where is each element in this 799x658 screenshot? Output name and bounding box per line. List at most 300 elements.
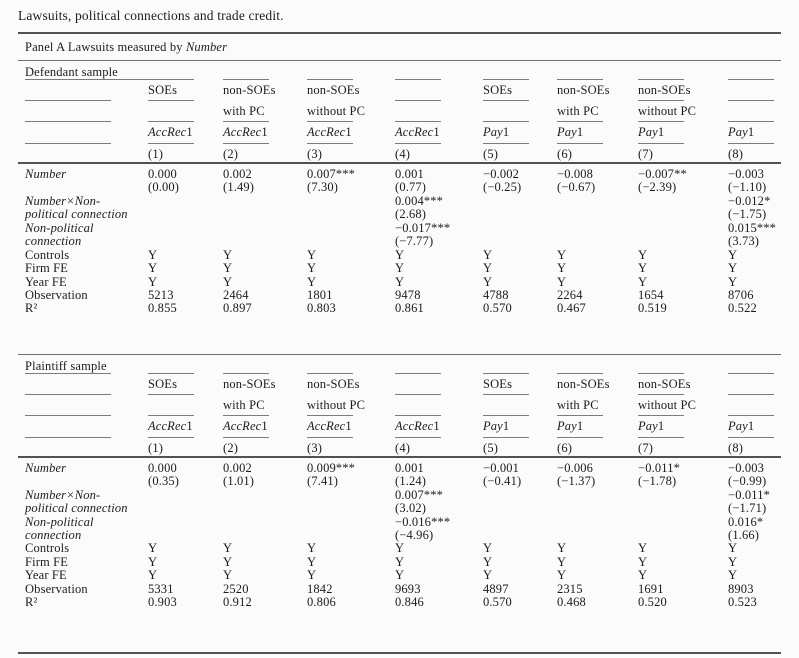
cell: 0.846 xyxy=(395,595,424,610)
cell xyxy=(557,502,638,515)
rule xyxy=(307,415,353,416)
col-group-label: non-SOEs xyxy=(638,83,691,97)
dep-var-label xyxy=(483,419,509,433)
cell: 8903 xyxy=(728,581,754,596)
cell xyxy=(557,235,638,248)
dep-var-num: 1 xyxy=(657,125,665,139)
rule xyxy=(18,652,781,654)
row-label: Non-political xyxy=(25,220,94,235)
rule xyxy=(638,100,684,101)
row-label: Firm FE xyxy=(25,554,69,569)
col-group-label: SOEs xyxy=(483,376,513,391)
cell xyxy=(148,516,223,529)
cell: (−0.25) xyxy=(483,180,522,195)
cell xyxy=(483,235,557,248)
cell xyxy=(148,235,223,248)
dep-var-num: 1 xyxy=(433,125,440,139)
dep-var-num: 1 xyxy=(502,418,510,433)
cell: Y xyxy=(395,274,405,289)
rule xyxy=(25,415,111,416)
cell: Y xyxy=(638,261,648,276)
cell: 0.570 xyxy=(483,595,512,610)
cell: 2464 xyxy=(223,287,249,302)
cell: Y xyxy=(395,541,405,556)
col-group-label: without PC xyxy=(638,397,697,412)
col-number: (8) xyxy=(728,147,744,161)
cell: Y xyxy=(223,247,233,262)
rule xyxy=(728,394,774,395)
col-number: (3) xyxy=(307,147,323,161)
cell: Y xyxy=(148,541,158,556)
dep-var-label xyxy=(728,419,754,433)
dep-var-num: 1 xyxy=(747,418,755,433)
dep-var-num: 1 xyxy=(576,418,584,433)
col-number: (1) xyxy=(148,440,164,455)
rule xyxy=(25,143,111,144)
cell: −0.011* xyxy=(638,460,681,475)
cell: (7.30) xyxy=(307,180,339,195)
rule xyxy=(148,437,194,438)
cell xyxy=(223,502,307,515)
cell: (−4.96) xyxy=(395,528,434,542)
col-number: (3) xyxy=(307,440,323,455)
dep-var-label xyxy=(483,125,509,139)
cell: 0.007*** xyxy=(395,487,444,502)
cell: −0.012* xyxy=(728,193,771,208)
cell: 0.009*** xyxy=(307,460,356,475)
rule xyxy=(18,162,781,164)
col-number: (4) xyxy=(395,440,411,455)
col-group-label: without PC xyxy=(307,104,366,118)
rule xyxy=(18,354,781,355)
cell: Y xyxy=(148,247,158,262)
rule xyxy=(483,100,529,101)
dep-var-italic: AccRec xyxy=(223,125,262,139)
cell: Y xyxy=(728,554,738,569)
cell xyxy=(483,195,557,208)
cell: 8706 xyxy=(728,287,754,302)
cell xyxy=(638,529,728,542)
rule xyxy=(307,437,353,438)
col-group-label: with PC xyxy=(223,104,265,118)
sample-label: Defendant sample xyxy=(25,65,118,79)
cell: Y xyxy=(483,247,493,262)
cell: 0.001 xyxy=(395,460,424,475)
cell: 0.806 xyxy=(307,595,336,610)
cell: 9693 xyxy=(395,581,421,596)
panel-a-banner xyxy=(18,34,781,60)
cell: (3.02) xyxy=(395,501,427,516)
cell: 4897 xyxy=(483,581,509,596)
dep-var-label xyxy=(557,419,583,433)
panel-a-banner-text: Panel A Lawsuits measured by xyxy=(25,40,186,54)
row-label xyxy=(25,475,148,488)
cell: −0.006 xyxy=(557,460,594,475)
cell xyxy=(557,516,638,529)
row-label: Number xyxy=(25,167,67,181)
dep-var-num: 1 xyxy=(502,125,510,139)
row-label: Year FE xyxy=(25,274,67,289)
cell xyxy=(148,195,223,208)
cell: Y xyxy=(148,568,158,583)
defendant-header xyxy=(18,65,781,164)
row-label: Non-political xyxy=(25,514,94,529)
col-group-label: non-SOEs xyxy=(557,376,610,391)
cell xyxy=(557,222,638,235)
cell: (−1.75) xyxy=(728,207,767,222)
rule xyxy=(25,121,111,122)
dep-var-label xyxy=(557,125,583,139)
rule xyxy=(557,79,603,80)
cell xyxy=(148,529,223,542)
cell: 0.001 xyxy=(395,167,424,181)
cell: Y xyxy=(557,554,567,569)
cell xyxy=(223,529,307,542)
cell: Y xyxy=(483,274,493,289)
cell: (3.73) xyxy=(728,234,760,249)
cell: (−1.71) xyxy=(728,501,767,516)
dep-var-italic: AccRec xyxy=(148,125,187,139)
col-number: (6) xyxy=(557,440,573,455)
cell xyxy=(307,208,395,221)
cell: Y xyxy=(395,568,405,583)
cell: Y xyxy=(728,247,738,262)
cell: 0.002 xyxy=(223,460,252,475)
cell: Y xyxy=(557,247,567,262)
cell: 0.002 xyxy=(223,167,252,181)
dep-var-label xyxy=(223,125,268,139)
cell: −0.003 xyxy=(728,167,765,181)
dep-var-num: 1 xyxy=(186,125,193,139)
rule xyxy=(307,79,353,80)
cell xyxy=(148,208,223,221)
cell: 0.016* xyxy=(728,514,764,529)
rule xyxy=(395,143,441,144)
cell xyxy=(483,208,557,221)
cell: 0.000 xyxy=(148,167,177,181)
col-group-label: non-SOEs xyxy=(638,376,691,391)
cell: Y xyxy=(557,274,567,289)
cell: Y xyxy=(483,261,493,276)
dep-var-num: 1 xyxy=(657,418,665,433)
dep-var-italic: Pay xyxy=(728,125,748,139)
cell: (−1.10) xyxy=(728,180,767,195)
dep-var-italic: AccRec xyxy=(223,418,262,433)
cell: Y xyxy=(307,554,317,569)
cell: 0.004*** xyxy=(395,193,444,208)
rule xyxy=(148,415,194,416)
dep-var-italic: AccRec xyxy=(307,125,346,139)
cell xyxy=(307,222,395,235)
col-group-label: without PC xyxy=(307,397,366,412)
col-group-label: with PC xyxy=(557,397,599,412)
cell: (−0.99) xyxy=(728,474,767,489)
cell xyxy=(483,529,557,542)
cell: (1.66) xyxy=(728,528,760,542)
col-number: (6) xyxy=(557,147,573,161)
col-group-label: non-SOEs xyxy=(307,376,360,391)
cell: 9478 xyxy=(395,287,421,302)
dep-var-label xyxy=(728,125,754,139)
cell: (7.41) xyxy=(307,474,339,489)
cell: 4788 xyxy=(483,287,509,302)
rule xyxy=(638,394,684,395)
row-label: connection xyxy=(25,528,82,542)
rule xyxy=(223,437,269,438)
row-label: R² xyxy=(25,595,38,610)
plaintiff-header xyxy=(18,359,781,458)
rule xyxy=(728,437,774,438)
rule xyxy=(223,143,269,144)
cell: (−0.67) xyxy=(557,180,596,195)
rule xyxy=(18,456,781,458)
row-label: Controls xyxy=(25,247,70,262)
rule xyxy=(483,394,529,395)
cell: (−7.77) xyxy=(395,234,434,249)
cell: −0.002 xyxy=(483,167,520,181)
cell: (0.77) xyxy=(395,180,427,195)
cell: −0.008 xyxy=(557,167,594,181)
cell: Y xyxy=(223,568,233,583)
dep-var-num: 1 xyxy=(345,125,352,139)
cell xyxy=(148,222,223,235)
rule xyxy=(395,373,441,374)
rule xyxy=(18,60,781,61)
cell: 0.570 xyxy=(483,301,512,316)
rule xyxy=(148,100,194,101)
dep-var-italic: Pay xyxy=(557,418,577,433)
cell xyxy=(638,489,728,502)
rule xyxy=(638,143,684,144)
cell: 0.520 xyxy=(638,595,667,610)
rule xyxy=(148,373,194,374)
rule xyxy=(148,121,194,122)
col-group-label: without PC xyxy=(638,104,697,118)
col-number: (5) xyxy=(483,147,499,161)
cell: Y xyxy=(307,274,317,289)
cell: (−1.37) xyxy=(557,474,596,489)
rule xyxy=(638,121,684,122)
cell: 5213 xyxy=(148,287,174,302)
dep-var-italic: Pay xyxy=(483,418,503,433)
col-number: (2) xyxy=(223,147,239,161)
cell: 0.015*** xyxy=(728,220,777,235)
cell: −0.016*** xyxy=(395,514,451,529)
cell: Y xyxy=(483,568,493,583)
cell: (−0.41) xyxy=(483,474,522,489)
dep-var-label xyxy=(148,419,193,433)
cell: Y xyxy=(728,568,738,583)
cell xyxy=(223,208,307,221)
cell: 0.468 xyxy=(557,595,586,610)
cell xyxy=(223,222,307,235)
row-label xyxy=(25,181,148,194)
cell: 0.803 xyxy=(307,301,336,316)
cell xyxy=(307,529,395,542)
col-number: (2) xyxy=(223,440,239,455)
cell: 0.519 xyxy=(638,301,667,316)
cell xyxy=(638,222,728,235)
rule xyxy=(148,143,194,144)
rule xyxy=(483,143,529,144)
rule xyxy=(307,143,353,144)
cell: Y xyxy=(557,541,567,556)
col-group-label: non-SOEs xyxy=(223,376,276,391)
cell xyxy=(307,489,395,502)
cell: 0.903 xyxy=(148,595,177,610)
cell: −0.007** xyxy=(638,167,687,181)
cell xyxy=(223,195,307,208)
dep-var-italic: Pay xyxy=(557,125,577,139)
cell: Y xyxy=(223,261,233,276)
rule xyxy=(483,437,529,438)
rule xyxy=(638,415,684,416)
cell: (1.01) xyxy=(223,474,255,489)
cell: Y xyxy=(483,554,493,569)
rule xyxy=(728,373,774,374)
cell: (1.49) xyxy=(223,180,255,195)
col-group-label: non-SOEs xyxy=(557,83,610,97)
cell xyxy=(557,195,638,208)
dep-var-num: 1 xyxy=(186,418,193,433)
rule xyxy=(223,373,269,374)
row-label: connection xyxy=(25,234,82,249)
rule xyxy=(557,143,603,144)
dep-var-label xyxy=(638,419,664,433)
row-label: Number×Non- xyxy=(25,193,101,208)
cell: Y xyxy=(307,541,317,556)
cell xyxy=(483,489,557,502)
row-label: R² xyxy=(25,301,38,316)
cell: Y xyxy=(223,541,233,556)
cell: Y xyxy=(395,554,405,569)
cell: 1801 xyxy=(307,287,333,302)
col-number: (7) xyxy=(638,440,654,455)
cell: 1842 xyxy=(307,581,333,596)
cell: Y xyxy=(223,274,233,289)
cell xyxy=(483,516,557,529)
rule xyxy=(638,373,684,374)
cell: Y xyxy=(728,541,738,556)
dep-var-italic: AccRec xyxy=(395,418,434,433)
cell xyxy=(223,516,307,529)
rule xyxy=(638,437,684,438)
cell: 0.000 xyxy=(148,460,177,475)
cell: Y xyxy=(307,247,317,262)
cell xyxy=(638,502,728,515)
row-label: political connection xyxy=(25,501,128,516)
rule xyxy=(223,415,269,416)
rule xyxy=(728,79,774,80)
cell: 0.855 xyxy=(148,301,177,316)
dep-var-italic: Pay xyxy=(638,125,658,139)
cell: (2.68) xyxy=(395,207,427,222)
cell: −0.001 xyxy=(483,460,520,475)
row-label: Observation xyxy=(25,581,88,596)
cell xyxy=(307,502,395,515)
cell xyxy=(557,208,638,221)
cell: Y xyxy=(395,261,405,276)
rule xyxy=(728,143,774,144)
cell xyxy=(148,502,223,515)
rule xyxy=(557,121,603,122)
panel-a-measure: Number xyxy=(185,40,228,54)
cell: Y xyxy=(307,261,317,276)
col-group-label: non-SOEs xyxy=(307,83,360,97)
dep-var-label xyxy=(307,125,352,139)
col-group-label: with PC xyxy=(223,397,265,412)
cell: Y xyxy=(728,274,738,289)
col-group-label: with PC xyxy=(557,104,599,118)
row-label: Year FE xyxy=(25,568,67,583)
dep-var-label xyxy=(307,419,352,433)
cell xyxy=(557,529,638,542)
cell xyxy=(148,489,223,502)
dep-var-num: 1 xyxy=(345,418,352,433)
dep-var-label xyxy=(395,125,440,139)
cell: 0.467 xyxy=(557,301,586,316)
rule xyxy=(25,394,111,395)
paper-table xyxy=(18,0,781,654)
cell: −0.017*** xyxy=(395,220,451,235)
cell: 0.861 xyxy=(395,301,424,316)
sample-label: Plaintiff sample xyxy=(25,358,107,373)
table-title: Lawsuits, political connections and trade credit. xyxy=(18,8,284,23)
rule xyxy=(395,121,441,122)
cell xyxy=(307,516,395,529)
cell: (−2.39) xyxy=(638,180,677,195)
cell: 0.523 xyxy=(728,595,757,610)
cell: 2264 xyxy=(557,287,583,302)
row-label: Observation xyxy=(25,287,88,302)
rule xyxy=(307,121,353,122)
rule xyxy=(25,100,111,101)
row-label: Number×Non- xyxy=(25,487,101,502)
cell xyxy=(483,502,557,515)
cell: 0.912 xyxy=(223,595,252,610)
cell: Y xyxy=(148,274,158,289)
rule xyxy=(483,415,529,416)
rule xyxy=(395,100,441,101)
cell: Y xyxy=(483,541,493,556)
cell: 2520 xyxy=(223,581,249,596)
dep-var-italic: Pay xyxy=(483,125,503,139)
cell xyxy=(638,208,728,221)
col-number: (1) xyxy=(148,147,164,161)
cell: Y xyxy=(638,247,648,262)
rule xyxy=(483,79,529,80)
rule xyxy=(148,394,194,395)
cell: Y xyxy=(638,554,648,569)
cell: (0.35) xyxy=(148,474,180,489)
cell: 1691 xyxy=(638,581,664,596)
dep-var-label xyxy=(148,125,193,139)
cell xyxy=(307,235,395,248)
cell: Y xyxy=(638,541,648,556)
col-number: (5) xyxy=(483,440,499,455)
dep-var-italic: AccRec xyxy=(307,418,346,433)
cell: Y xyxy=(395,247,405,262)
cell: (1.24) xyxy=(395,474,427,489)
rule xyxy=(557,373,603,374)
cell: 5331 xyxy=(148,581,174,596)
cell: 0.897 xyxy=(223,301,252,316)
row-label: Controls xyxy=(25,541,70,556)
col-number: (4) xyxy=(395,147,411,161)
col-group-label: non-SOEs xyxy=(223,83,276,97)
rule xyxy=(223,121,269,122)
col-group-label: SOEs xyxy=(148,83,178,97)
